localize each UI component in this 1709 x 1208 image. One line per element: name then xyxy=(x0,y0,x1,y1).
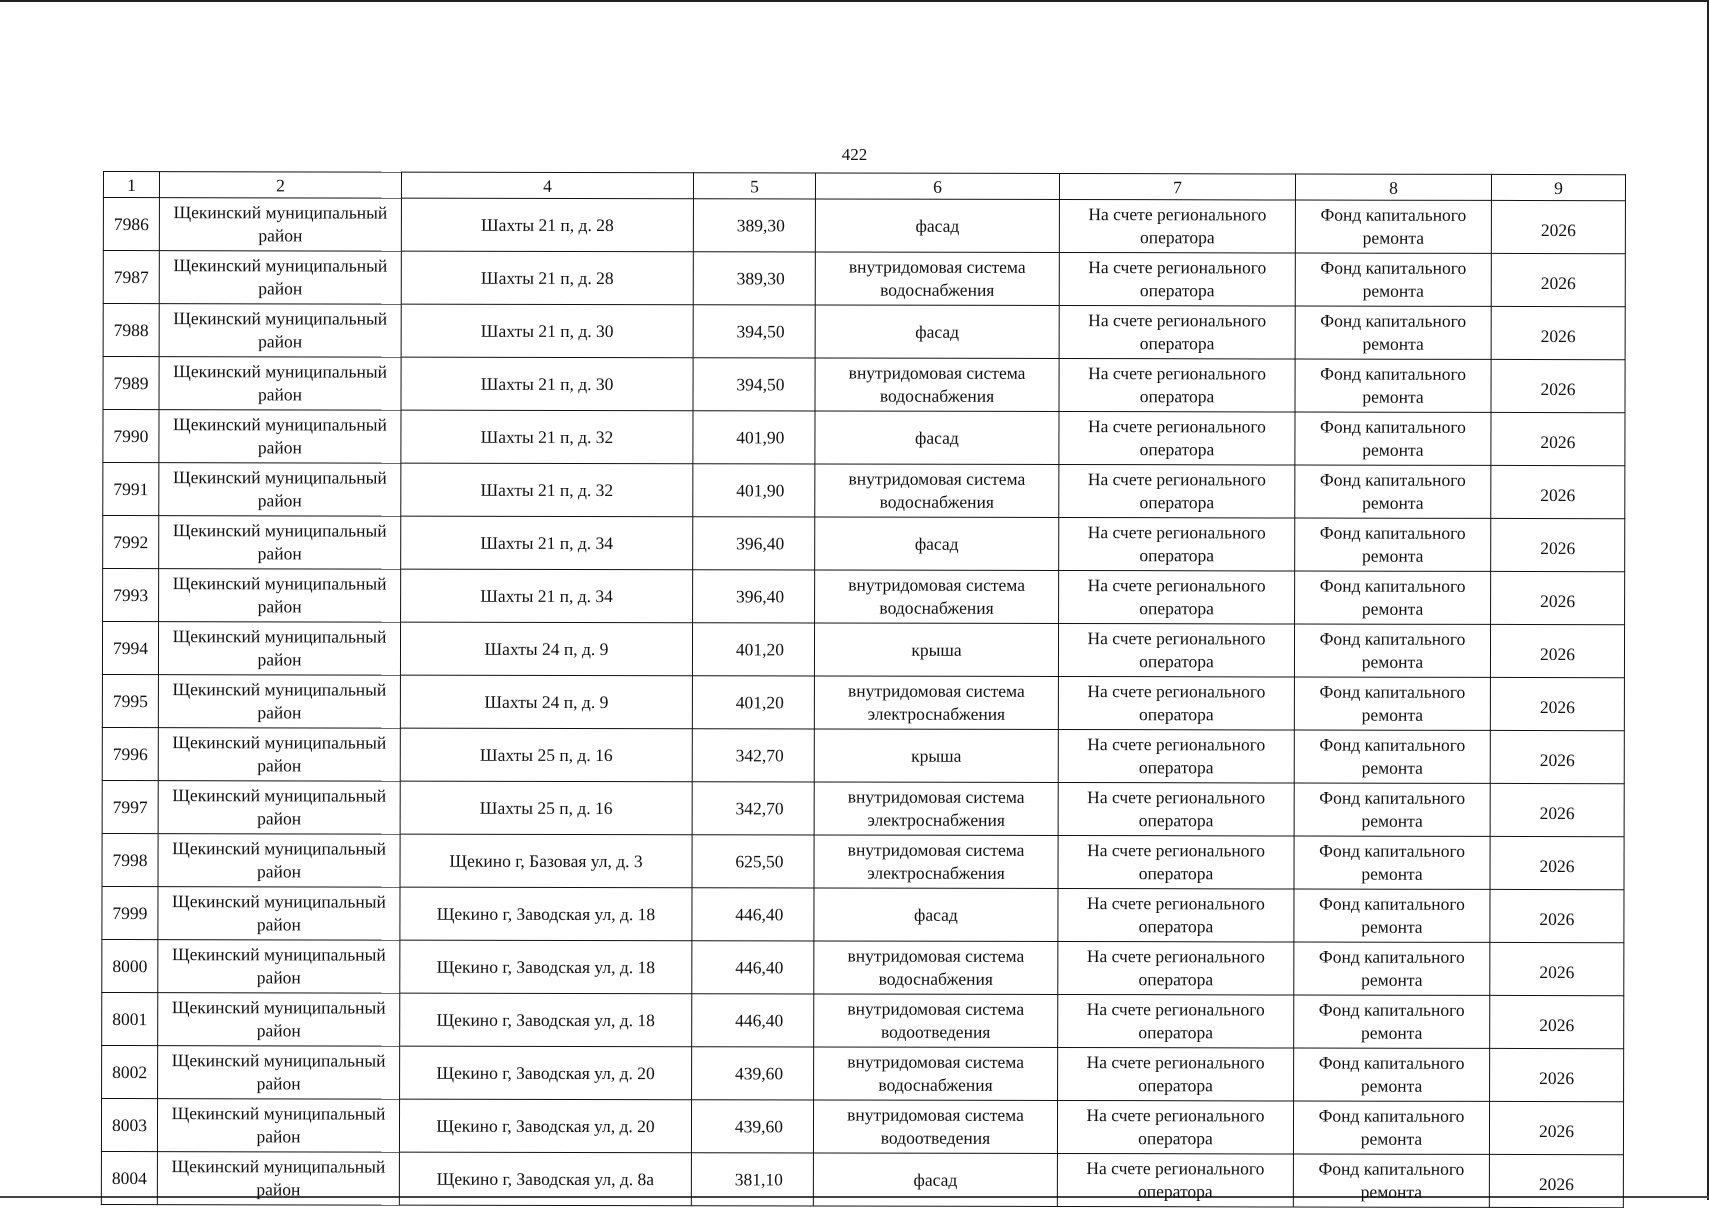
column-header: 2 xyxy=(159,172,401,199)
cell-address: Шахты 24 п, д. 9 xyxy=(400,675,692,729)
table-row xyxy=(103,569,1625,625)
cell-district: Щекинский муниципальный район xyxy=(158,622,400,676)
cell-account: На счете регионального оператора xyxy=(1058,783,1294,836)
cell-address: Шахты 21 п, д. 34 xyxy=(401,569,693,623)
cell-area: 396,40 xyxy=(693,570,815,623)
cell-year: 2026 xyxy=(1491,465,1625,518)
cell-year: 2026 xyxy=(1491,253,1625,306)
cell-area: 439,60 xyxy=(691,1100,813,1153)
cell-funding-source: Фонд капитального ремонта xyxy=(1295,359,1491,412)
cell-address: Щекино г, Заводская ул, д. 18 xyxy=(400,887,692,941)
cell-account: На счете регионального оператора xyxy=(1058,677,1294,730)
cell-district: Щекинский муниципальный район xyxy=(159,516,401,570)
column-header: 8 xyxy=(1295,174,1491,200)
cell-account: На счете регионального оператора xyxy=(1058,624,1294,677)
cell-funding-source: Фонд капитального ремонта xyxy=(1294,730,1490,783)
table-row xyxy=(103,251,1625,307)
cell-district: Щекинский муниципальный район xyxy=(159,198,401,252)
column-header: 4 xyxy=(401,172,693,199)
cell-district: Щекинский муниципальный район xyxy=(159,463,401,517)
cell-row-number: 7986 xyxy=(103,198,159,251)
table-row xyxy=(103,410,1625,466)
cell-area: 342,70 xyxy=(692,729,814,782)
cell-area: 446,40 xyxy=(692,941,814,994)
column-header: 5 xyxy=(693,173,815,199)
table-row xyxy=(103,463,1625,519)
cell-address: Щекино г, Заводская ул, д. 18 xyxy=(400,940,692,994)
cell-work-type: внутридомовая система водоснабжения xyxy=(815,570,1059,624)
cell-row-number: 7991 xyxy=(103,463,159,516)
cell-work-type: внутридомовая система электроснабжения xyxy=(814,835,1058,889)
cell-year: 2026 xyxy=(1490,783,1624,836)
cell-row-number: 8002 xyxy=(102,1045,158,1098)
cell-district: Щекинский муниципальный район xyxy=(158,993,400,1047)
cell-row-number: 8003 xyxy=(101,1098,157,1151)
cell-district: Щекинский муниципальный район xyxy=(158,728,400,782)
cell-year: 2026 xyxy=(1490,889,1624,942)
cell-row-number: 7993 xyxy=(103,569,159,622)
cell-account: На счете регионального оператора xyxy=(1059,306,1295,359)
cell-work-type: внутридомовая система водоотведения xyxy=(813,1100,1057,1154)
cell-district: Щекинский муниципальный район xyxy=(158,940,400,994)
cell-area: 389,30 xyxy=(693,199,815,252)
cell-district: Щекинский муниципальный район xyxy=(158,675,400,729)
cell-year: 2026 xyxy=(1489,1154,1623,1207)
cell-row-number: 7989 xyxy=(103,357,159,410)
table-body xyxy=(101,198,1625,1208)
cell-year: 2026 xyxy=(1490,730,1624,783)
cell-area: 401,90 xyxy=(693,411,815,464)
cell-address: Щекино г, Заводская ул, д. 20 xyxy=(400,1046,692,1100)
cell-year: 2026 xyxy=(1491,412,1625,465)
cell-work-type: фасад xyxy=(815,199,1059,253)
cell-funding-source: Фонд капитального ремонта xyxy=(1295,412,1491,465)
cell-district: Щекинский муниципальный район xyxy=(159,304,401,358)
cell-row-number: 8000 xyxy=(102,939,158,992)
cell-address: Щекино г, Заводская ул, д. 18 xyxy=(400,993,692,1047)
table-row xyxy=(102,833,1624,889)
page-number: 422 xyxy=(841,145,868,164)
table-row xyxy=(103,198,1625,254)
cell-year: 2026 xyxy=(1491,518,1625,571)
cell-year: 2026 xyxy=(1490,995,1624,1048)
cell-area: 446,40 xyxy=(692,888,814,941)
cell-district: Щекинский муниципальный район xyxy=(157,1099,399,1153)
cell-year: 2026 xyxy=(1491,306,1625,359)
cell-funding-source: Фонд капитального ремонта xyxy=(1294,889,1490,942)
cell-funding-source: Фонд капитального ремонта xyxy=(1294,1048,1490,1101)
table-row xyxy=(102,992,1624,1048)
cell-year: 2026 xyxy=(1491,359,1625,412)
cell-work-type: крыша xyxy=(814,729,1058,783)
cell-work-type: внутридомовая система водоснабжения xyxy=(815,252,1059,306)
cell-address: Шахты 21 п, д. 30 xyxy=(401,357,693,411)
table-row xyxy=(102,622,1624,678)
cell-district: Щекинский муниципальный район xyxy=(158,1046,400,1100)
cell-work-type: крыша xyxy=(814,623,1058,677)
cell-row-number: 8004 xyxy=(101,1151,157,1204)
column-header: 9 xyxy=(1491,174,1625,200)
cell-district: Щекинский муниципальный район xyxy=(157,1152,399,1206)
table-row xyxy=(102,727,1624,783)
cell-year: 2026 xyxy=(1490,942,1624,995)
table-row xyxy=(103,516,1625,572)
cell-account: На счете регионального оператора xyxy=(1058,889,1294,942)
cell-row-number: 7998 xyxy=(102,833,158,886)
header-row xyxy=(103,172,1625,201)
cell-year: 2026 xyxy=(1490,677,1624,730)
cell-account: На счете регионального оператора xyxy=(1058,730,1294,783)
cell-area: 342,70 xyxy=(692,782,814,835)
cell-row-number: 7988 xyxy=(103,304,159,357)
table-row xyxy=(102,1045,1624,1101)
cell-funding-source: Фонд капитального ремонта xyxy=(1294,677,1490,730)
cell-account: На счете регионального оператора xyxy=(1059,412,1295,465)
cell-row-number: 7990 xyxy=(103,410,159,463)
cell-work-type: фасад xyxy=(814,888,1058,942)
cell-district: Щекинский муниципальный район xyxy=(158,834,400,888)
table-row xyxy=(101,1151,1623,1207)
cell-account: На счете регионального оператора xyxy=(1058,995,1294,1048)
cell-area: 394,50 xyxy=(693,358,815,411)
cell-row-number: 7987 xyxy=(103,251,159,304)
cell-address: Шахты 21 п, д. 34 xyxy=(401,516,693,570)
cell-row-number: 7999 xyxy=(102,886,158,939)
cell-year: 2026 xyxy=(1489,1101,1623,1154)
column-header: 7 xyxy=(1059,174,1295,200)
table-row xyxy=(103,304,1625,360)
table-row xyxy=(102,886,1624,942)
cell-work-type: внутридомовая система электроснабжения xyxy=(814,676,1058,730)
cell-district: Щекинский муниципальный район xyxy=(158,887,400,941)
cell-area: 381,10 xyxy=(691,1153,813,1206)
cell-work-type: внутридомовая система водоснабжения xyxy=(815,358,1059,412)
cell-area: 401,90 xyxy=(693,464,815,517)
cell-row-number: 7994 xyxy=(102,622,158,675)
cell-work-type: фасад xyxy=(815,517,1059,571)
cell-work-type: внутридомовая система водоснабжения xyxy=(815,464,1059,518)
table-row xyxy=(102,939,1624,995)
table-row xyxy=(101,1098,1623,1154)
cell-account: На счете регионального оператора xyxy=(1058,1048,1294,1101)
cell-row-number: 8001 xyxy=(102,992,158,1045)
cell-district: Щекинский муниципальный район xyxy=(159,569,401,623)
cell-funding-source: Фонд капитального ремонта xyxy=(1294,995,1490,1048)
cell-funding-source: Фонд капитального ремонта xyxy=(1295,306,1491,359)
column-header: 1 xyxy=(103,172,159,198)
cell-address: Шахты 21 п, д. 32 xyxy=(401,410,693,464)
cell-district: Щекинский муниципальный район xyxy=(159,251,401,305)
cell-year: 2026 xyxy=(1490,624,1624,677)
cell-funding-source: Фонд капитального ремонта xyxy=(1294,624,1490,677)
page-frame-top xyxy=(0,0,1709,2)
table-container xyxy=(101,171,1625,1208)
cell-account: На счете регионального оператора xyxy=(1059,571,1295,624)
cell-address: Щекино г, Заводская ул, д. 20 xyxy=(399,1099,691,1153)
cell-work-type: фасад xyxy=(813,1153,1057,1207)
cell-address: Щекино г, Базовая ул, д. 3 xyxy=(400,834,692,888)
cell-account: На счете регионального оператора xyxy=(1059,465,1295,518)
cell-address: Шахты 21 п, д. 28 xyxy=(401,198,693,252)
cell-work-type: фасад xyxy=(815,305,1059,359)
cell-district: Щекинский муниципальный район xyxy=(158,781,400,835)
cell-address: Шахты 25 п, д. 16 xyxy=(400,781,692,835)
cell-year: 2026 xyxy=(1491,571,1625,624)
cell-account: На счете регионального оператора xyxy=(1057,1154,1293,1207)
cell-account: На счете регионального оператора xyxy=(1057,1101,1293,1154)
table-header xyxy=(103,172,1625,201)
cell-area: 401,20 xyxy=(692,676,814,729)
column-header: 6 xyxy=(815,173,1059,200)
table-row xyxy=(103,357,1625,413)
cell-funding-source: Фонд капитального ремонта xyxy=(1294,836,1490,889)
cell-funding-source: Фонд капитального ремонта xyxy=(1293,1101,1489,1154)
cell-account: На счете регионального оператора xyxy=(1058,836,1294,889)
cell-row-number: 7997 xyxy=(102,780,158,833)
cell-year: 2026 xyxy=(1490,1048,1624,1101)
cell-funding-source: Фонд капитального ремонта xyxy=(1295,253,1491,306)
cell-district: Щекинский муниципальный район xyxy=(159,357,401,411)
cell-account: На счете регионального оператора xyxy=(1059,518,1295,571)
cell-work-type: фасад xyxy=(815,411,1059,465)
table-row xyxy=(102,780,1624,836)
cell-funding-source: Фонд капитального ремонта xyxy=(1295,200,1491,253)
cell-area: 396,40 xyxy=(693,517,815,570)
cell-area: 446,40 xyxy=(692,994,814,1047)
cell-funding-source: Фонд капитального ремонта xyxy=(1295,518,1491,571)
cell-funding-source: Фонд капитального ремонта xyxy=(1294,783,1490,836)
cell-address: Шахты 25 п, д. 16 xyxy=(400,728,692,782)
cell-funding-source: Фонд капитального ремонта xyxy=(1295,465,1491,518)
cell-address: Шахты 21 п, д. 30 xyxy=(401,304,693,358)
cell-account: На счете регионального оператора xyxy=(1059,359,1295,412)
table-row xyxy=(102,674,1624,730)
cell-year: 2026 xyxy=(1491,200,1625,253)
cell-area: 401,20 xyxy=(692,623,814,676)
cell-account: На счете регионального оператора xyxy=(1059,253,1295,306)
cell-work-type: внутридомовая система водоотведения xyxy=(814,994,1058,1048)
cell-area: 625,50 xyxy=(692,835,814,888)
cell-address: Шахты 21 п, д. 28 xyxy=(401,251,693,305)
cell-address: Щекино г, Заводская ул, д. 8а xyxy=(399,1152,691,1206)
cell-funding-source: Фонд капитального ремонта xyxy=(1294,942,1490,995)
cell-funding-source: Фонд капитального ремонта xyxy=(1295,571,1491,624)
cell-address: Шахты 24 п, д. 9 xyxy=(400,622,692,676)
cell-work-type: внутридомовая система водоснабжения xyxy=(814,1047,1058,1101)
cell-address: Шахты 21 п, д. 32 xyxy=(401,463,693,517)
cell-account: На счете регионального оператора xyxy=(1058,942,1294,995)
cell-row-number: 7995 xyxy=(102,674,158,727)
cell-district: Щекинский муниципальный район xyxy=(159,410,401,464)
cell-account: На счете регионального оператора xyxy=(1059,200,1295,253)
repair-schedule-table xyxy=(101,171,1626,1208)
cell-area: 439,60 xyxy=(692,1047,814,1100)
cell-work-type: внутридомовая система водоснабжения xyxy=(814,941,1058,995)
cell-area: 389,30 xyxy=(693,252,815,305)
cell-row-number: 7992 xyxy=(103,516,159,569)
cell-funding-source: Фонд капитального ремонта xyxy=(1293,1154,1489,1207)
cell-area: 394,50 xyxy=(693,305,815,358)
cell-row-number: 7996 xyxy=(102,727,158,780)
cell-year: 2026 xyxy=(1490,836,1624,889)
cell-work-type: внутридомовая система электроснабжения xyxy=(814,782,1058,836)
